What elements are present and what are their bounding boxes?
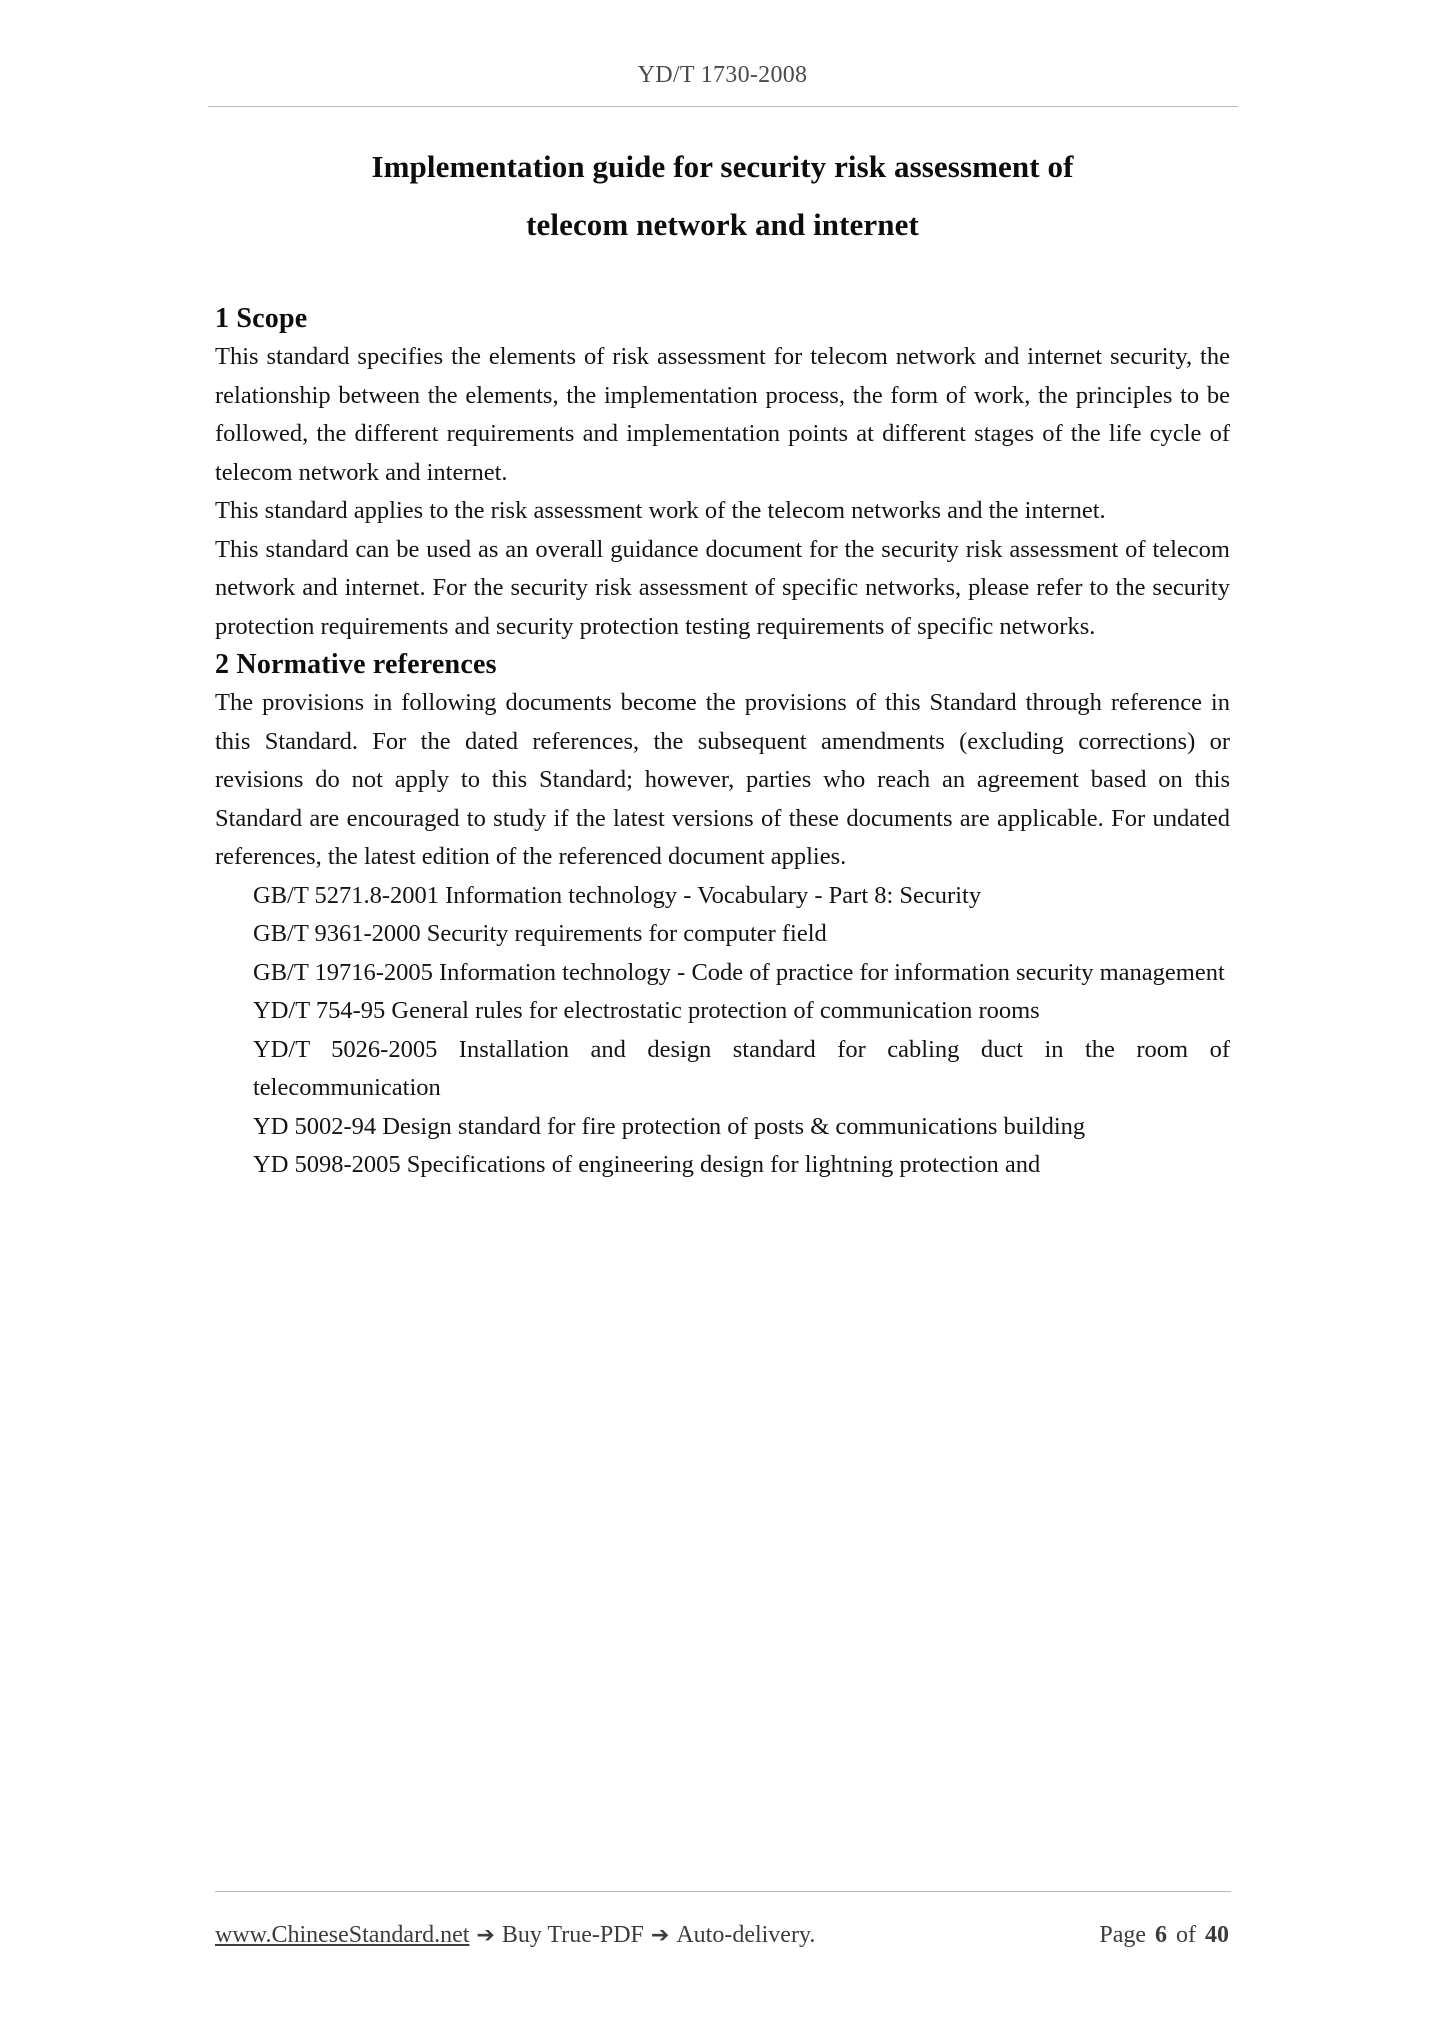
reference-list-item: GB/T 5271.8-2001 Information technology - Vocabulary - Part 8: Security <box>253 881 982 909</box>
document-body <box>215 300 1230 1185</box>
footer-promo <box>215 1922 815 1949</box>
section-heading-scope: 1 Scope <box>215 303 308 334</box>
section-heading-normative-references: 2 Normative references <box>215 649 497 680</box>
page-label: Page <box>1099 1921 1146 1948</box>
paragraph: This standard can be used as an overall guidance document for the security risk assessment of telecom network and internet. For the security risk assessment of specific networks, please refer to the security protection requirements and security protection testing requirements of specific networks. <box>215 535 1230 640</box>
page-footer <box>215 1913 1231 1957</box>
standard-identifier: YD/T 1730-2008 <box>637 62 808 88</box>
document-title-line-1: Implementation guide for security risk assessment of <box>371 149 1074 184</box>
document-title <box>215 138 1230 254</box>
reference-list-item: GB/T 19716-2005 Information technology - Code of practice for information security management <box>253 958 1225 986</box>
arrow-right-icon: ➔ <box>476 1922 495 1948</box>
footer-divider <box>215 1891 1231 1892</box>
paragraph: This standard applies to the risk assessment work of the telecom networks and the internet. <box>215 497 1106 524</box>
reference-list-item: YD/T 5026-2005 Installation and design standard for cabling duct in the room of telecommunication <box>253 1035 1230 1101</box>
page-total: 40 <box>1205 1921 1229 1948</box>
page-current: 6 <box>1155 1921 1167 1948</box>
page-header <box>0 62 1445 89</box>
site-url-link[interactable]: www.ChineseStandard.net <box>215 1921 470 1948</box>
reference-list-item: GB/T 9361-2000 Security requirements for computer field <box>253 920 827 947</box>
paragraph: This standard specifies the elements of risk assessment for telecom network and internet security, the relationship between the elements, the implementation process, the form of work, the principles to be followed, the different requirements and implementation points at different stages of the life cycle of telecom network and internet. <box>215 343 1230 486</box>
footer-promo-delivery-label: Auto-delivery. <box>676 1921 816 1948</box>
reference-list-item: YD 5098-2005 Specifications of engineering design for lightning protection and <box>253 1151 1041 1178</box>
page-of-label: of <box>1176 1921 1196 1948</box>
footer-promo-buy-label: Buy True-PDF <box>501 1921 644 1948</box>
header-divider <box>208 106 1238 107</box>
reference-list-item: YD/T 754-95 General rules for electrostatic protection of communication rooms <box>253 997 1040 1024</box>
page-number-indicator <box>1099 1922 1231 1949</box>
arrow-right-icon: ➔ <box>650 1922 670 1948</box>
document-title-line-2: telecom network and internet <box>526 207 919 242</box>
paragraph: The provisions in following documents become the provisions of this Standard through reference in this Standard. For the dated references, the subsequent amendments (excluding corrections) or revisions do not apply to this Standard; however, parties who reach an agreement based on this Standard are encouraged to study if the latest versions of these documents are applicable. For undated references, the latest edition of the referenced document applies. <box>215 689 1230 870</box>
reference-list-item: YD 5002-94 Design standard for fire protection of posts & communications building <box>253 1112 1086 1140</box>
